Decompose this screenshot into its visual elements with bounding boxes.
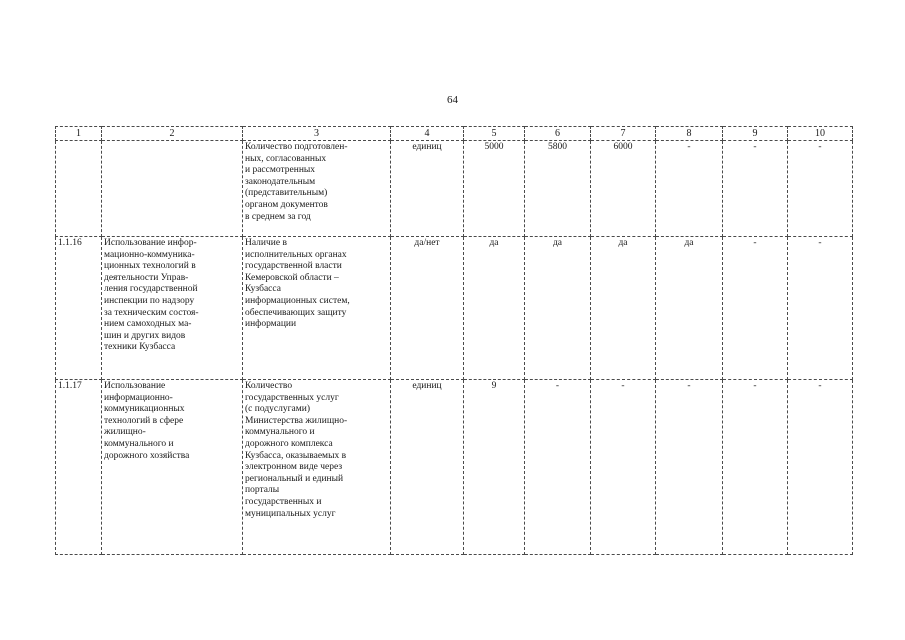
value-cell: - [788,380,853,555]
value-cell: - [788,141,853,237]
indicator-cell: Количество государственных услуг (с подуслугами) Министерства жилищно- коммунального и дорожного комплекса Кузбасса, оказываемых в электронном виде через региональный и единый порталы государственных и муниципальных услуг [243,380,391,555]
row-number-cell [56,141,102,237]
value-cell: 9 [464,380,525,555]
table-row [56,237,853,380]
value-cell: - [723,237,788,380]
table-header-row [56,127,853,141]
value-cell: да [525,237,591,380]
table-row [56,380,853,555]
unit-cell: единиц [391,141,464,237]
header-cell: 1 [56,127,102,141]
measure-name-cell [102,141,243,237]
header-cell: 5 [464,127,525,141]
measure-name-cell: Использование инфор- мационно-коммуника- ционных технологий в деятельности Управ- ления государственной инспекции по надзору за техническим состоя- нием самоходных ма- шин и других видов техники Кузбасса [102,237,243,380]
value-cell: - [525,380,591,555]
value-cell: 5000 [464,141,525,237]
table-row [56,141,853,237]
header-cell: 4 [391,127,464,141]
indicator-cell: Количество подготовлен- ных, согласованных и рассмотренных законодательным (представительным) органом документов в среднем за год [243,141,391,237]
value-cell: - [591,380,656,555]
indicator-cell: Наличие в исполнительных органах государственной власти Кемеровской области – Кузбасса информационных систем, обеспечивающих защиту информации [243,237,391,380]
value-cell: да [591,237,656,380]
value-cell: - [723,141,788,237]
header-cell: 7 [591,127,656,141]
header-cell: 2 [102,127,243,141]
value-cell: 6000 [591,141,656,237]
value-cell: 5800 [525,141,591,237]
value-cell: - [656,380,723,555]
value-cell: да [464,237,525,380]
value-cell: - [723,380,788,555]
header-cell: 9 [723,127,788,141]
unit-cell: да/нет [391,237,464,380]
value-cell: да [656,237,723,380]
value-cell: - [788,237,853,380]
indicators-table [55,126,853,555]
header-cell: 10 [788,127,853,141]
page-number: 64 [447,94,458,106]
row-number-cell: 1.1.17 [56,380,102,555]
header-cell: 6 [525,127,591,141]
value-cell: - [656,141,723,237]
unit-cell: единиц [391,380,464,555]
header-cell: 8 [656,127,723,141]
measure-name-cell: Использование информационно- коммуникационных технологий в сфере жилищно- коммунального и дорожного хозяйства [102,380,243,555]
row-number-cell: 1.1.16 [56,237,102,380]
header-cell: 3 [243,127,391,141]
